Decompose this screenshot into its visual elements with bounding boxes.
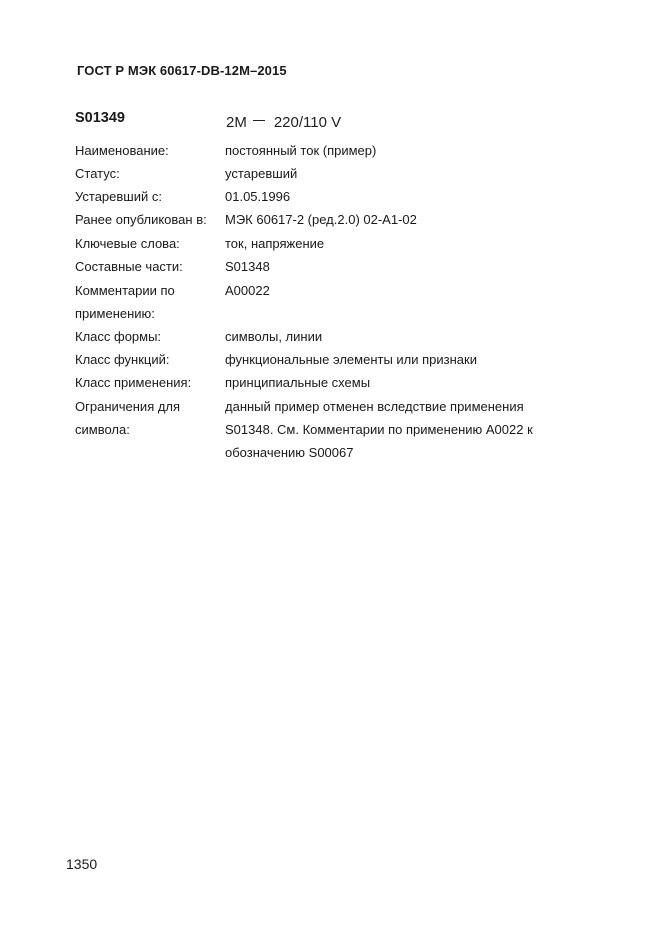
field-value: символы, линии: [225, 329, 323, 344]
page-number: 1350: [66, 856, 98, 872]
field-label: [75, 279, 223, 325]
field-label: Статус:: [75, 166, 120, 181]
field-label: Класс функций:: [75, 352, 170, 367]
field-label-line: Ограничения для: [75, 399, 181, 414]
field-value: функциональные элементы или признаки: [225, 352, 477, 367]
field-label: Составные части:: [75, 259, 183, 274]
field-label: Устаревший с:: [75, 189, 162, 204]
field-label: Класс формы:: [75, 329, 162, 344]
field-value-line: S01348. См. Комментарии по применению A0022 к: [225, 422, 533, 437]
field-label: Ключевые слова:: [75, 236, 180, 251]
field-value-line: данный пример отменен вследствие применения: [225, 399, 524, 414]
field-value: ток, напряжение: [225, 236, 325, 251]
field-label-line: символа:: [75, 422, 130, 437]
field-value: устаревший: [225, 166, 298, 181]
symbol-dash-line: [253, 120, 265, 121]
field-label: Наименование:: [75, 143, 169, 158]
field-label-line: применению:: [75, 306, 155, 321]
field-value: МЭК 60617-2 (ред.2.0) 02-А1-02: [225, 212, 417, 227]
field-value: принципиальные схемы: [225, 375, 371, 390]
field-value: постоянный ток (пример): [225, 143, 377, 158]
standard-header: ГОСТ Р МЭК 60617-DB-12M–2015: [77, 63, 287, 78]
symbol-graphic-right: 220/110 V: [273, 114, 342, 131]
field-value-line: обозначению S00067: [225, 445, 354, 460]
field-value: S01348: [225, 259, 270, 274]
symbol-graphic-left: 2M: [226, 114, 247, 131]
symbol-code: S01349: [75, 110, 125, 126]
field-label: [75, 395, 223, 441]
field-label: Класс применения:: [75, 375, 192, 390]
symbol-graphic: [226, 114, 341, 131]
field-label: Ранее опубликован в:: [75, 212, 207, 227]
field-value: A00022: [225, 283, 270, 298]
field-value: 01.05.1996: [225, 189, 291, 204]
field-label-line: Комментарии по: [75, 283, 175, 298]
field-value: [225, 395, 545, 464]
